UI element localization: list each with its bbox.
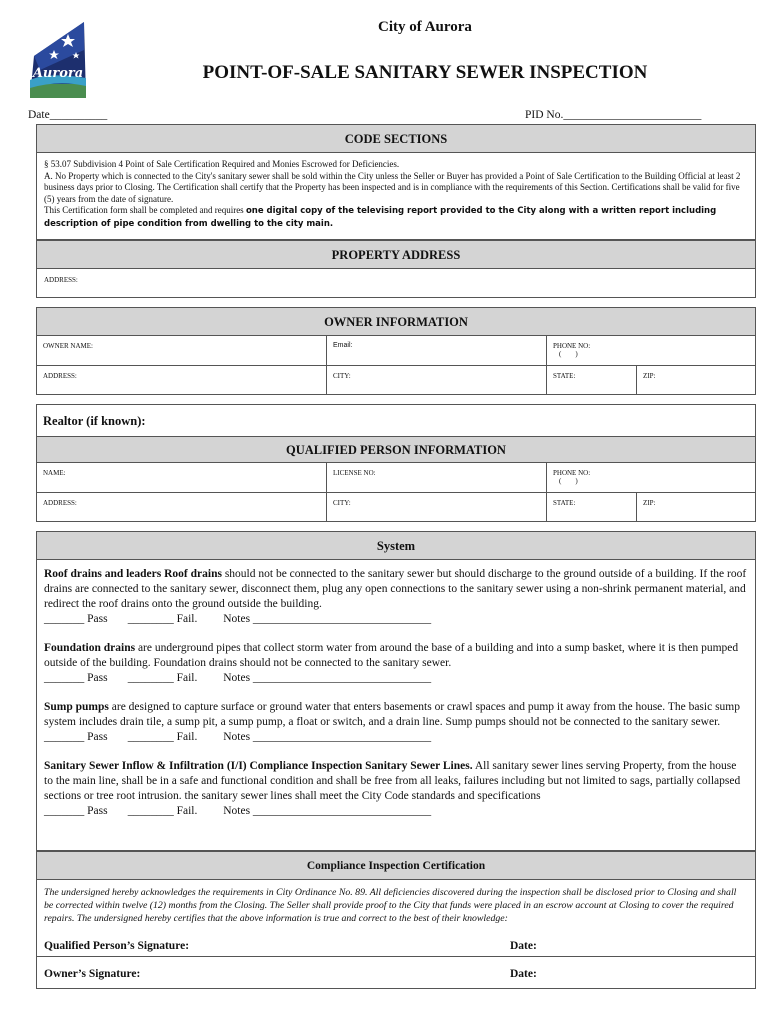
qp-signature-date[interactable]: Date: <box>510 940 537 952</box>
owner-state-field[interactable]: STATE: <box>547 366 637 394</box>
signature-divider <box>37 956 755 957</box>
owner-signature-date[interactable]: Date: <box>510 968 537 980</box>
form-title: POINT-OF-SALE SANITARY SEWER INSPECTION <box>202 62 648 83</box>
qp-phone-field[interactable]: PHONE NO: ( ) <box>547 463 755 493</box>
owner-signature-field[interactable]: Owner’s Signature: <box>44 968 141 980</box>
compliance-heading: Compliance Inspection Certification <box>37 852 755 880</box>
property-address-heading: PROPERTY ADDRESS <box>37 241 755 269</box>
qp-state-field[interactable]: STATE: <box>547 493 637 521</box>
realtor-field[interactable]: Realtor (if known): <box>37 405 755 437</box>
code-section-ref: § 53.07 Subdivision 4 Point of Sale Certification Required and Monies Escrowed for Deficiencies. <box>44 159 400 169</box>
qp-city-field[interactable]: CITY: <box>327 493 547 521</box>
qp-license-field[interactable]: LICENSE NO: <box>327 463 547 493</box>
property-address-box <box>36 240 756 298</box>
code-section-requirement: This Certification form shall be completed and requires one digital copy of the televising report provided to the City along with a written report including description of pipe condition from dwelling to the city main. <box>44 205 717 229</box>
owner-phone-field[interactable]: PHONE NO: ( ) <box>547 336 755 366</box>
sump-pumps-checks[interactable]: _______ Pass ________ Fail. Notes _______________________________ <box>44 731 432 743</box>
system-heading: System <box>37 532 755 560</box>
code-sections-heading: CODE SECTIONS <box>37 125 755 153</box>
roof-drains-text: Roof drains and leaders Roof drains should not be connected to the sanitary sewer but should discharge to the ground outside of a building. If the roof drains are connected to the sanitary sewer, disconnect them, plug any open connections to the sanitary sewer using a non-shrink permanent material, and redirect the roof drains onto the ground outside the building. <box>44 568 747 610</box>
sewer-lines-checks[interactable]: _______ Pass ________ Fail. Notes _______________________________ <box>44 805 432 817</box>
city-name: City of Aurora <box>378 19 472 35</box>
owner-city-field[interactable]: CITY: <box>327 366 547 394</box>
qualified-person-heading: QUALIFIED PERSON INFORMATION <box>37 437 755 463</box>
qp-signature-field[interactable]: Qualified Person’s Signature: <box>44 940 190 952</box>
logo-text: Aurora <box>32 66 84 81</box>
sewer-lines-text: Sanitary Sewer Inflow & Infiltration (I/I) Compliance Inspection Sanitary Sewer Lines. All sanitary sewer lines serving Property, from the house to the main line, shall be in a safe and functional condition and shall be free from all leaks, failures including but not limited to sags, partially collapsed sections or tree root intrusion. the sanitary sewer lines shall meet the City Code standards and specifications <box>44 760 741 802</box>
compliance-text: The undersigned hereby acknowledges the requirements in City Ordinance No. 89. All deficiencies discovered during the inspection shall be disclosed prior to Closing and shall be corrected within twelve (12) months from the Closing. The Seller shall provide proof to the City that funds were placed in an escrow account at Closing to cover the required repairs. The undersigned hereby certifies that the above information is true and correct to the best of their knowledge: <box>44 887 737 924</box>
qp-address-field[interactable]: ADDRESS: <box>37 493 327 521</box>
date-field[interactable]: Date__________ <box>28 109 108 121</box>
owner-zip-field[interactable]: ZIP: <box>643 372 656 380</box>
property-address-field[interactable]: ADDRESS: <box>44 276 78 284</box>
qp-zip-field[interactable]: ZIP: <box>643 499 656 507</box>
system-box <box>36 531 756 851</box>
code-sections-box <box>36 124 756 240</box>
foundation-drains-checks[interactable]: _______ Pass ________ Fail. Notes _______________________________ <box>44 672 432 684</box>
pid-field[interactable]: PID No.________________________ <box>525 109 702 121</box>
qp-name-field[interactable]: NAME: <box>37 463 327 493</box>
owner-email-field[interactable]: Email: <box>327 336 547 366</box>
qualified-person-box <box>36 404 756 522</box>
owner-name-field[interactable]: OWNER NAME: <box>37 336 327 366</box>
compliance-box <box>36 851 756 989</box>
code-section-text: A. No Property which is connected to the City's sanitary sewer shall be sold within the City unless the Seller or Buyer has provided a Point of Sale Certification to the Building Official at least 2 business days prior to Closing. The Certification shall certify that the Property has been inspected and is in compliance with the requirements of this Section. Certifications shall be valid for five (5) years from the date of signature. <box>44 170 741 204</box>
owner-address-field[interactable]: ADDRESS: <box>37 366 327 394</box>
roof-drains-checks[interactable]: _______ Pass ________ Fail. Notes _______________________________ <box>44 613 432 625</box>
owner-info-box <box>36 307 756 395</box>
sump-pumps-text: Sump pumps are designed to capture surface or ground water that enters basements or crawl spaces and pump it away from the house. The basic sump system includes drain tile, a sump pit, a sump pump, a float or switch, and a drain line. Sump pumps should not be connected to the sanitary sewer. <box>44 701 741 728</box>
foundation-drains-text: Foundation drains are underground pipes that collect storm water from around the base of a building and into a sump basket, where it is then pumped outside of the building. Foundation drains should not be connected to the sanitary sewer. <box>44 642 739 669</box>
owner-info-heading: OWNER INFORMATION <box>37 308 755 336</box>
